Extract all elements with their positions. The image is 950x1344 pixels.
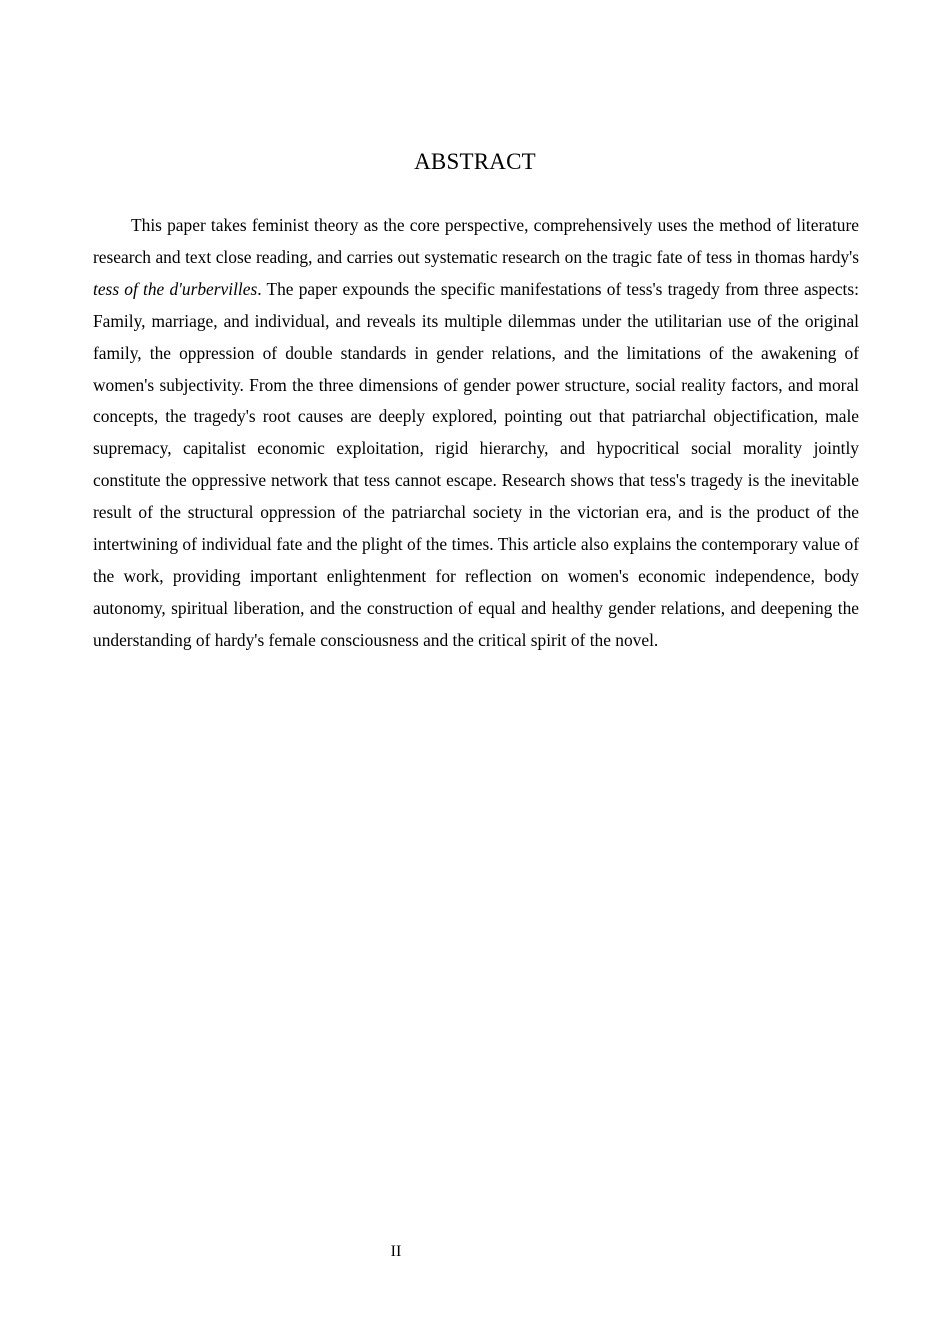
abstract-heading: ABSTRACT <box>414 149 536 174</box>
novel-title-italic: tess of the d'urbervilles <box>93 278 258 299</box>
abstract-text-part-1: This paper takes feminist theory as the core perspective, comprehensively uses the method of literature research and text close reading, and carries out systematic research on the tragic fate of tess in thomas hardy's <box>93 215 859 267</box>
page-number: II <box>390 1243 402 1260</box>
abstract-paragraph <box>93 210 859 657</box>
abstract-text-part-2: . The paper expounds the specific manifestations of tess's tragedy from three aspects: Family, marriage, and individual, and reveals its multiple dilemmas under the utilitarian use of the original family, the oppression of double standards in gender relations, and the limitations of the awakening of women's subjectivity. From the three dimensions of gender power structure, social reality factors, and moral concepts, the tragedy's root causes are deeply explored, pointing out that patriarchal objectification, male supremacy, capitalist economic exploitation, rigid hierarchy, and hypocritical social morality jointly constitute the oppressive network that tess cannot escape. Research shows that tess's tragedy is the inevitable result of the structural oppression of the patriarchal society in the victorian era, and is the product of the intertwining of individual fate and the plight of the times. This article also explains the contemporary value of the work, providing important enlightenment for reflection on women's economic independence, body autonomy, spiritual liberation, and the construction of equal and healthy gender relations, and deepening the understanding of hardy's female consciousness and the critical spirit of the novel. <box>93 278 859 650</box>
